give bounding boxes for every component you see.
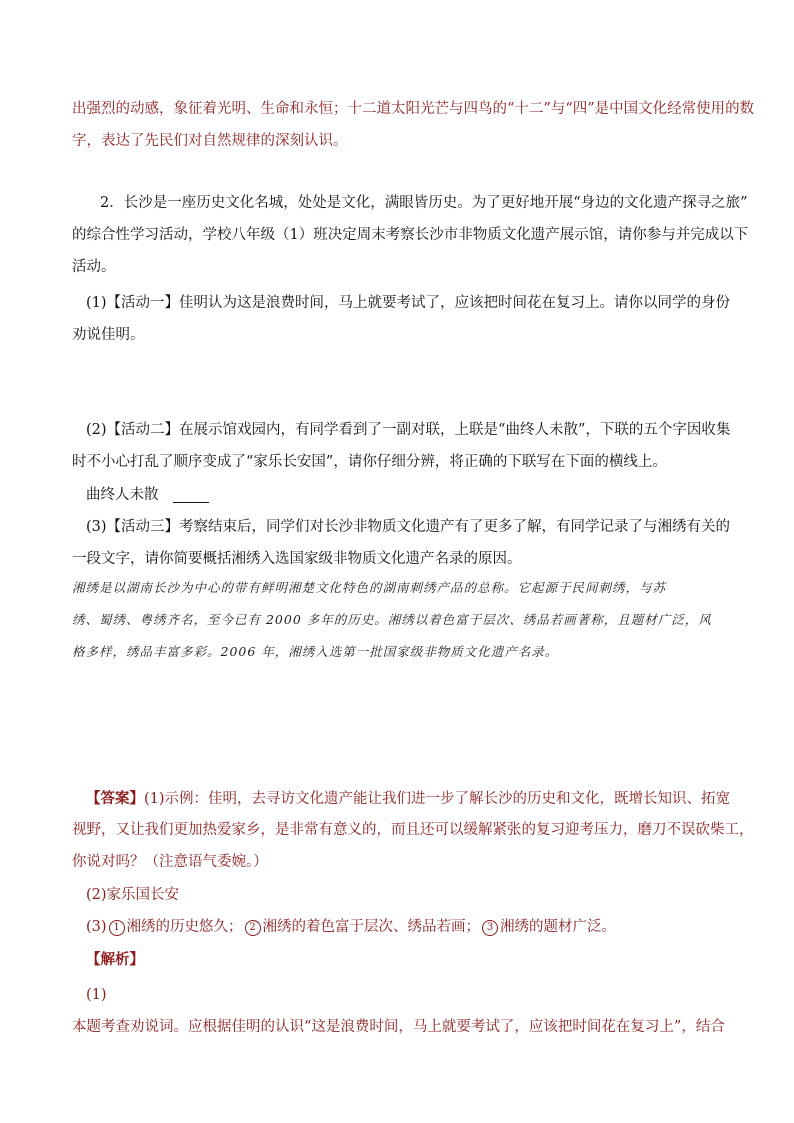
activity-1-line-2: 劝说佳明。	[72, 327, 145, 343]
activity-3-line-1: (3)【活动三】考察结束后，同学们对长沙非物质文化遗产有了更多了解，有同学记录了与湘绣有关的	[86, 519, 731, 535]
question-2-line-1: 2．长沙是一座历史文化名城，处处是文化，满眼皆历史。为了更好地开展“身边的文化遗产探寻之旅”	[100, 195, 748, 211]
intro-line-2: 字，表达了先民们对自然规律的深刻认识。	[72, 133, 348, 149]
activity-2-line-1: (2)【活动二】在展示馆戏园内，有同学看到了一副对联，上联是“曲终人未散”，下联的五个字因收集	[86, 422, 731, 438]
question-2-line-3: 活动。	[72, 259, 116, 275]
answer-3-prefix: (3)	[86, 919, 107, 935]
answer-3-point-1: 湘绣的历史悠久；	[126, 919, 243, 935]
answer-3	[86, 912, 616, 943]
activity-3-line-2: 一段文字，请你简要概括湘绣入选国家级非物质文化遗产名录的原因。	[72, 551, 522, 567]
answer-3-point-3: 湘绣的题材广泛。	[500, 919, 617, 935]
answer-1-text: (1)示例：佳明，去寻访文化遗产能让我们进一步了解长沙的历史和文化，既增长知识、拓宽	[144, 791, 731, 807]
circled-number-2: 2	[245, 920, 261, 936]
couplet-line	[86, 480, 209, 511]
circled-number-3: 3	[482, 920, 498, 936]
answer-3-point-2: 湘绣的着色富于层次、绣品若画；	[262, 919, 481, 935]
analysis-subheading: (1)	[86, 987, 107, 1003]
xiangxiu-quote-line-2: 绣、蜀绣、粤绣齐名，至今已有 2000 多年的历史。湘绣以着色富于层次、绣品若画著称，且题材广泛，风	[72, 612, 712, 627]
answer-line-1	[86, 783, 730, 815]
analysis-line-1: 本题考查劝说词。应根据佳明的认识“这是浪费时间，马上就要考试了，应该把时间花在复习上”，结合	[72, 1019, 725, 1035]
circled-number-1: 1	[109, 920, 125, 936]
intro-line-1: 出强烈的动感，象征着光明、生命和永恒；十二道太阳光芒与四鸟的“十二”与“四”是中国文化经常使用的数	[72, 101, 755, 117]
answer-tag: 【答案】	[86, 790, 144, 807]
answer-line-2: 视野，又让我们更加热爱家乡，是非常有意义的，而且还可以缓解紧张的复习迎考压力，磨刀不误砍柴工，	[72, 822, 754, 838]
answer-2: (2)家乐国长安	[86, 887, 180, 903]
activity-1-line-1: (1)【活动一】佳明认为这是浪费时间，马上就要考试了，应该把时间花在复习上。请你以同学的身份	[86, 295, 731, 311]
activity-2-line-2: 时不小心打乱了顺序变成了“家乐长安国”，请你仔细分辨，将正确的下联写在下面的横线上。	[72, 454, 667, 470]
xiangxiu-quote-line-1: 湘绣是以湖南长沙为中心的带有鲜明湘楚文化特色的湖南刺绣产品的总称。它起源于民间刺绣，与苏	[72, 580, 667, 595]
answer-blank[interactable]	[173, 484, 209, 503]
question-2-line-2: 的综合性学习活动，学校八年级（1）班决定周末考察长沙市非物质文化遗产展示馆，请你参与并完成以下	[72, 227, 749, 243]
xiangxiu-quote-line-3: 格多样，绣品丰富多彩。2006 年，湘绣入选第一批国家级非物质文化遗产名录。	[72, 644, 559, 659]
answer-line-3: 你说对吗？（注意语气委婉。）	[72, 854, 268, 870]
analysis-tag: 【解析】	[86, 951, 144, 968]
couplet-upper: 曲终人未散	[86, 487, 159, 503]
